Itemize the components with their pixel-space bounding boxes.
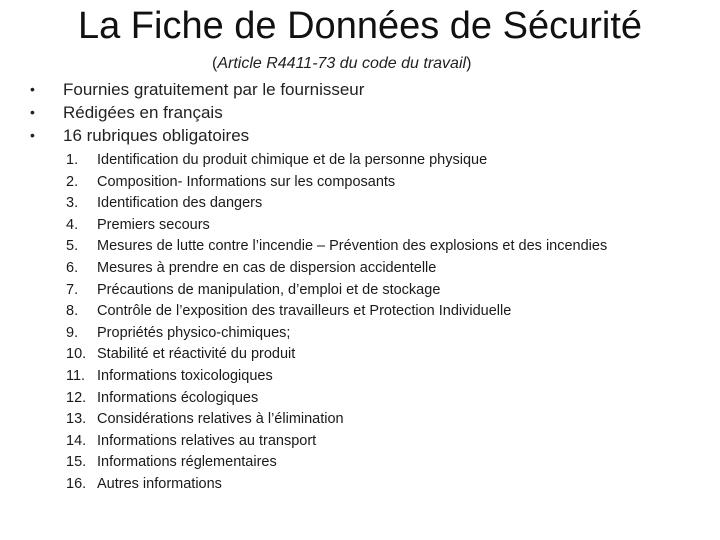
rubrique-number: 10. (66, 346, 87, 363)
rubrique-number: 16. (66, 475, 87, 492)
rubrique-item (66, 150, 607, 172)
subtitle-open-paren: ( (212, 55, 218, 72)
rubrique-item (66, 431, 607, 453)
rubrique-number: 11. (66, 367, 86, 384)
rubrique-text: Composition- Informations sur les composants (97, 173, 396, 190)
rubrique-item (66, 409, 607, 431)
rubrique-number: 2. (66, 173, 79, 190)
rubrique-text: Informations relatives au transport (97, 432, 317, 449)
bullet-dot-icon: • (30, 127, 35, 143)
rubrique-number: 1. (66, 152, 79, 168)
rubrique-number: 13. (66, 411, 87, 428)
rubrique-item (66, 344, 607, 366)
subtitle-text: Article R4411-73 du code du travail (217, 55, 467, 72)
rubrique-text: Informations écologiques (97, 389, 259, 406)
rubrique-number: 15. (66, 454, 87, 471)
bullet-text: Rédigées en français (63, 103, 223, 122)
rubrique-item (66, 474, 607, 496)
rubrique-text: Mesures à prendre en cas de dispersion accidentelle (97, 259, 437, 276)
rubrique-number: 7. (66, 281, 79, 298)
rubrique-number: 3. (66, 195, 79, 212)
rubrique-item (66, 258, 607, 280)
rubrique-text: Précautions de manipulation, d’emploi et de stockage (97, 281, 441, 298)
bullet-text: Fournies gratuitement par le fournisseur (63, 80, 365, 99)
bullet-item (30, 101, 364, 124)
rubrique-item (66, 193, 607, 215)
rubrique-text: Informations toxicologiques (97, 367, 273, 384)
rubrique-text: Identification du produit chimique et de la personne physique (97, 152, 488, 168)
rubrique-item (66, 280, 607, 302)
rubrique-text: Identification des dangers (97, 195, 263, 212)
rubrique-text: Informations réglementaires (97, 454, 277, 471)
rubrique-item (66, 323, 607, 345)
rubrique-item (66, 236, 607, 258)
rubrique-item (66, 301, 607, 323)
bullet-text: 16 rubriques obligatoires (63, 126, 250, 145)
rubrique-item (66, 452, 607, 474)
subtitle-close-paren: ) (466, 55, 472, 72)
rubrique-number: 12. (66, 389, 87, 406)
rubrique-text: Propriétés physico-chimiques; (97, 324, 291, 341)
slide-title: La Fiche de Données de Sécurité (77, 5, 643, 47)
bullet-item (30, 78, 364, 101)
rubrique-item (66, 172, 607, 194)
bullet-list (30, 78, 364, 147)
bullet-dot-icon: • (30, 104, 35, 120)
rubrique-text: Contrôle de l’exposition des travailleurs et Protection Individuelle (97, 303, 512, 320)
rubrique-item (66, 215, 607, 237)
rubrique-text: Autres informations (97, 475, 222, 492)
rubrique-number: 14. (66, 432, 87, 449)
rubrique-item (66, 388, 607, 410)
rubrique-number: 8. (66, 303, 79, 320)
rubrique-number: 6. (66, 259, 79, 276)
rubrique-text: Premiers secours (97, 216, 210, 233)
rubrique-number: 4. (66, 216, 79, 233)
slide-subtitle (212, 54, 471, 74)
bullet-item (30, 124, 364, 147)
rubrique-number: 5. (66, 238, 79, 255)
rubrique-text: Mesures de lutte contre l’incendie – Prévention des explosions et des incendies (97, 238, 608, 255)
rubrique-text: Stabilité et réactivité du produit (97, 346, 296, 363)
rubriques-list (66, 150, 607, 496)
rubrique-number: 9. (66, 324, 79, 341)
rubrique-item (66, 366, 607, 388)
rubrique-text: Considérations relatives à l’élimination (97, 411, 344, 428)
bullet-dot-icon: • (30, 81, 35, 97)
